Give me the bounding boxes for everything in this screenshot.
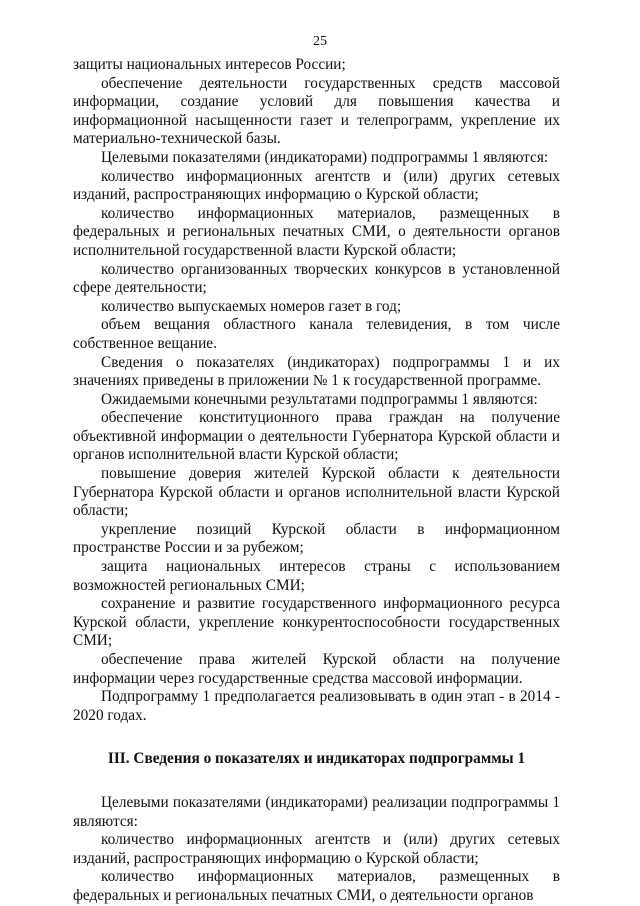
- list-item: количество организованных творческих конкурсов в установленной сфере деятельности;: [73, 260, 560, 297]
- list-item: количество информационных материалов, размещенных в федеральных и региональных печатных СМИ, о деятельности органов: [73, 868, 560, 904]
- paragraph: Целевыми показателями (индикаторами) подпрограммы 1 являются:: [101, 148, 549, 166]
- list-item: обеспечение конституционного права граждан на получение объективной информации о деятельности Губернатора Курской области и органов исполнительной власти Курской области;: [73, 409, 560, 464]
- page-number: 25: [313, 34, 327, 49]
- list-item: укрепление позиций Курской области в информационном пространстве России и за рубежом;: [73, 520, 560, 557]
- list-item: количество информационных агентств и (или) других сетевых изданий, распространяющих информацию о Курской области;: [73, 167, 560, 204]
- list-item: количество выпускаемых номеров газет в год;: [101, 297, 402, 315]
- section-heading: III. Сведения о показателях и индикаторах подпрограммы 1: [107, 750, 526, 768]
- document-body: [73, 56, 560, 906]
- paragraph: обеспечение деятельности государственных средств массовой информации, создание условий для повышения качества и информационной насыщенности газет и телепрограмм, укрепление их материально-технической базы.: [73, 74, 560, 148]
- list-item: повышение доверия жителей Курской области к деятельности Губернатора Курской области и органов исполнительной власти Курской области;: [73, 465, 560, 520]
- list-item: защита национальных интересов страны с использованием возможностей региональных СМИ;: [73, 558, 560, 594]
- paragraph: Целевыми показателями (индикаторами) реализации подпрограммы 1 являются:: [73, 793, 560, 830]
- list-item: количество информационных агентств и (или) других сетевых изданий, распространяющих информацию о Курской области;: [73, 831, 560, 867]
- list-item: количество информационных материалов, размещенных в федеральных и региональных печатных СМИ, о деятельности органов исполнительной государственной власти Курской области;: [73, 204, 560, 259]
- paragraph-continuation: защиты национальных интересов России;: [73, 56, 346, 73]
- paragraph: Подпрограмму 1 предполагается реализовывать в один этап - в 2014 - 2020 годах.: [73, 688, 560, 724]
- paragraph: Сведения о показателях (индикаторах) подпрограммы 1 и их значениях приведены в приложении № 1 к государственной программе.: [73, 353, 560, 390]
- list-item: объем вещания областного канала телевидения, в том числе собственное вещание.: [73, 316, 560, 352]
- paragraph: Ожидаемыми конечными результатами подпрограммы 1 являются:: [101, 390, 538, 408]
- list-item: сохранение и развитие государственного информационного ресурса Курской области, укрепление конкурентоспособности государственных СМИ;: [73, 595, 560, 650]
- list-item: обеспечение права жителей Курской области на получение информации через государственные средства массовой информации.: [73, 651, 560, 687]
